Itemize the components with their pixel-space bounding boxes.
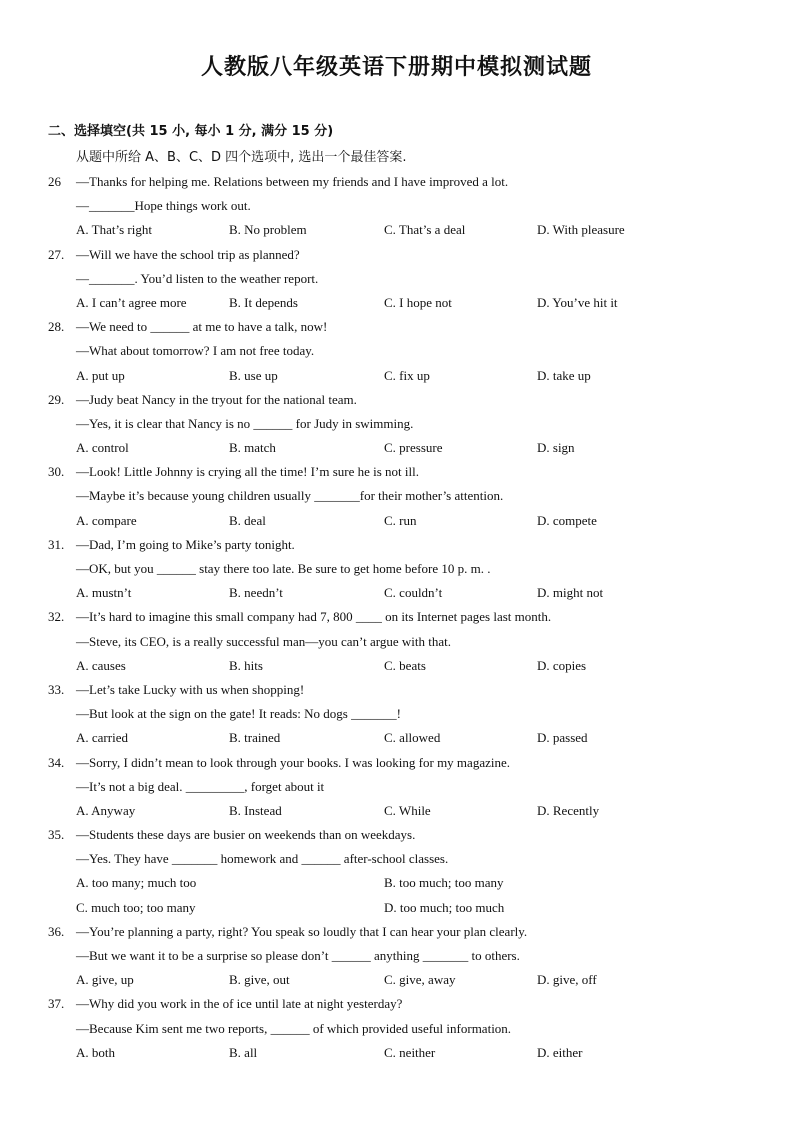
option-b: B. No problem (229, 222, 307, 238)
section-heading: 二、选择填空(共 15 小, 每小 1 分, 满分 15 分) (48, 124, 334, 139)
question-item (0, 992, 793, 1065)
dialogue-line: —Why did you work in the of ice until late at night yesterday? (76, 996, 403, 1012)
dialogue-line: —It’s not a big deal. _________, forget about it (76, 778, 325, 794)
question-item (0, 823, 793, 920)
dialogue-line: —But look at the sign on the gate! It reads: No dogs _______! (76, 706, 401, 722)
option-a: A. too many; much too (76, 875, 197, 891)
dialogue-line: —Look! Little Johnny is crying all the time! I’m sure he is not ill. (76, 464, 419, 480)
question-reply (0, 484, 793, 508)
option-d: D. give, off (537, 972, 597, 988)
question-reply (0, 944, 793, 968)
question-stem (0, 678, 793, 702)
option-c: C. pressure (384, 440, 443, 456)
question-number: 36. (48, 923, 65, 939)
options-row (0, 726, 793, 750)
option-a: A. I can’t agree more (76, 294, 187, 310)
options-row (0, 896, 793, 920)
question-reply (0, 630, 793, 654)
option-c: C. While (384, 802, 431, 818)
dialogue-line: —It’s hard to imagine this small company had 7, 800 ____ on its Internet pages last month. (76, 609, 552, 625)
options-row (0, 436, 793, 460)
option-d: D. With pleasure (537, 222, 625, 238)
question-item (0, 678, 793, 751)
question-reply (0, 557, 793, 581)
question-number: 27. (48, 246, 65, 262)
option-d: D. copies (537, 657, 587, 673)
question-stem (0, 920, 793, 944)
option-a: A. control (76, 440, 129, 456)
question-reply (0, 339, 793, 363)
question-item (0, 751, 793, 824)
dialogue-line: —Yes. They have _______ homework and ______ after-school classes. (76, 851, 449, 867)
question-number: 26 (48, 174, 61, 189)
dialogue-line: —Students these days are busier on weekends than on weekdays. (76, 827, 416, 843)
question-list (0, 170, 793, 1065)
options-row (0, 509, 793, 533)
question-reply (0, 847, 793, 871)
option-b: B. Instead (229, 802, 282, 818)
question-number: 34. (48, 754, 65, 770)
option-b: B. give, out (229, 972, 290, 988)
dialogue-line: —_______Hope things work out. (76, 198, 251, 214)
question-number: 31. (48, 536, 65, 552)
question-number: 28. (48, 319, 65, 335)
options-row (0, 1041, 793, 1065)
options-row (0, 871, 793, 895)
question-item (0, 460, 793, 533)
dialogue-line: —Sorry, I didn’t mean to look through your books. I was looking for my magazine. (76, 754, 510, 770)
option-d: D. Recently (537, 802, 600, 818)
options-row (0, 654, 793, 678)
option-d: D. sign (537, 440, 575, 456)
options-row (0, 799, 793, 823)
question-stem (0, 170, 793, 194)
question-stem (0, 533, 793, 557)
question-number: 29. (48, 391, 65, 407)
option-b: B. all (229, 1044, 258, 1060)
question-stem (0, 388, 793, 412)
option-c: C. allowed (384, 730, 441, 746)
options-row (0, 581, 793, 605)
dialogue-line: —We need to ______ at me to have a talk, now! (76, 319, 328, 335)
dialogue-line: —Yes, it is clear that Nancy is no ______ for Judy in swimming. (76, 415, 414, 431)
option-b: B. use up (229, 367, 278, 383)
dialogue-line: —OK, but you ______ stay there too late. Be sure to get home before 10 p. m. . (76, 561, 491, 576)
option-b: B. It depends (229, 294, 298, 310)
question-stem (0, 823, 793, 847)
option-a: A. give, up (76, 972, 134, 988)
question-stem (0, 992, 793, 1016)
question-stem (0, 605, 793, 629)
page-title: 人教版八年级英语下册期中模拟测试题 (200, 55, 592, 80)
question-stem (0, 243, 793, 267)
dialogue-line: —Maybe it’s because young children usually _______for their mother’s attention. (76, 488, 504, 504)
option-b: B. trained (229, 730, 281, 746)
question-number: 35. (48, 827, 65, 843)
question-number: 33. (48, 681, 65, 697)
question-number: 30. (48, 464, 65, 480)
dialogue-line: —Because Kim sent me two reports, ______ of which provided useful information. (76, 1020, 512, 1036)
question-number: 37. (48, 996, 65, 1012)
option-b: B. deal (229, 512, 266, 528)
dialogue-line: —Judy beat Nancy in the tryout for the national team. (76, 391, 357, 407)
dialogue-line: —What about tomorrow? I am not free today. (76, 343, 315, 359)
section-instruction: 从题中所给 A、B、C、D 四个选项中, 选出一个最佳答案. (76, 150, 407, 165)
question-reply (0, 412, 793, 436)
question-item (0, 243, 793, 316)
options-row (0, 218, 793, 242)
dialogue-line: —Will we have the school trip as planned? (76, 246, 300, 262)
option-c: C. give, away (384, 972, 456, 988)
option-d: D. compete (537, 512, 597, 528)
option-a: A. both (76, 1044, 115, 1060)
question-item (0, 170, 793, 243)
option-d: D. either (537, 1044, 583, 1060)
question-number: 32. (48, 609, 65, 625)
question-item (0, 920, 793, 993)
dialogue-line: —_______. You’d listen to the weather report. (76, 270, 319, 286)
option-d: D. take up (537, 367, 591, 383)
option-c: C. fix up (384, 367, 430, 383)
option-d: D. might not (537, 585, 604, 601)
option-c: C. much too; too many (76, 899, 196, 915)
option-d: D. passed (537, 730, 588, 746)
question-item (0, 315, 793, 388)
question-reply (0, 194, 793, 218)
option-d: D. You’ve hit it (537, 294, 618, 310)
option-a: A. Anyway (76, 802, 136, 818)
question-reply (0, 1017, 793, 1041)
option-a: A. causes (76, 657, 126, 673)
option-c: C. beats (384, 657, 426, 673)
question-reply (0, 702, 793, 726)
option-b: B. hits (229, 657, 263, 673)
question-item (0, 605, 793, 678)
options-row (0, 364, 793, 388)
question-reply (0, 267, 793, 291)
dialogue-line: —Dad, I’m going to Mike’s party tonight. (76, 536, 295, 552)
option-c: C. run (384, 512, 417, 528)
option-c: C. That’s a deal (384, 222, 466, 238)
option-b: B. too much; too many (384, 875, 504, 891)
question-reply (0, 775, 793, 799)
dialogue-line: —You’re planning a party, right? You speak so loudly that I can hear your plan clearly. (76, 923, 528, 939)
option-a: A. compare (76, 512, 137, 528)
options-row (0, 968, 793, 992)
option-b: B. match (229, 440, 276, 456)
question-stem (0, 751, 793, 775)
option-c: C. neither (384, 1044, 436, 1060)
option-c: C. couldn’t (384, 585, 443, 601)
dialogue-line: —But we want it to be a surprise so please don’t ______ anything _______ to others. (76, 948, 520, 963)
dialogue-line: —Let’s take Lucky with us when shopping! (76, 681, 305, 697)
option-d: D. too much; too much (384, 899, 505, 915)
dialogue-line: —Steve, its CEO, is a really successful man—you can’t argue with that. (76, 633, 451, 649)
question-stem (0, 315, 793, 339)
option-a: A. carried (76, 730, 128, 746)
dialogue-line: —Thanks for helping me. Relations between my friends and I have improved a lot. (76, 174, 509, 189)
option-a: A. mustn’t (76, 585, 132, 601)
question-stem (0, 460, 793, 484)
options-row (0, 291, 793, 315)
option-a: A. That’s right (76, 222, 152, 238)
option-a: A. put up (76, 367, 125, 383)
option-b: B. needn’t (229, 585, 283, 601)
option-c: C. I hope not (384, 294, 452, 310)
question-item (0, 388, 793, 461)
question-item (0, 533, 793, 606)
